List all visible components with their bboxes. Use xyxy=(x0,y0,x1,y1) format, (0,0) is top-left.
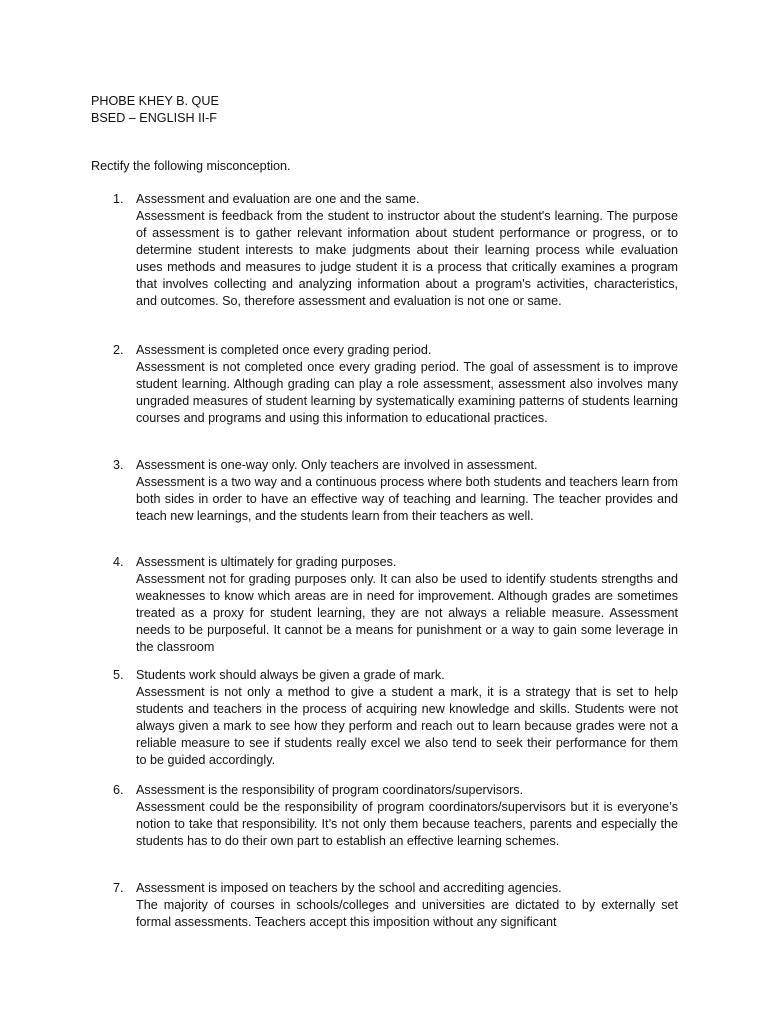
rectified-answer: Assessment could be the responsibility of program coordinators/supervisors but it is everyone’s notion to take that responsibility. It’s not only them because teachers, parents and especially the students has to do their own part to establish an effective learning schemes. xyxy=(136,800,678,848)
item-number: 4. xyxy=(113,555,124,569)
misconception-statement: Students work should always be given a grade of mark. xyxy=(136,668,445,682)
misconception-statement: Assessment is completed once every grading period. xyxy=(136,343,432,357)
misconception-statement: Assessment is one-way only. Only teachers are involved in assessment. xyxy=(136,458,538,472)
item-number: 3. xyxy=(113,458,124,472)
misconception-statement: Assessment is imposed on teachers by the school and accrediting agencies. xyxy=(136,881,562,895)
list-item-4 xyxy=(113,554,678,656)
list-item-3 xyxy=(113,457,678,525)
list-item-1 xyxy=(113,191,678,310)
list-item-5 xyxy=(113,667,678,769)
list-item-2 xyxy=(113,342,678,427)
item-number: 5. xyxy=(113,668,124,682)
item-number: 6. xyxy=(113,783,124,797)
student-name: PHOBE KHEY B. QUE xyxy=(91,94,219,108)
rectified-answer: Assessment not for grading purposes only. It can also be used to identify students strengths and weaknesses to know which areas are in need for improvement. Although grades are sometimes treated as a proxy for student learning, they are not always a reliable measure. Assessment needs to be purposeful. It cannot be a means for punishment or a way to gain some leverage in the classroom xyxy=(136,572,678,654)
document-header xyxy=(91,93,219,127)
rectified-answer: Assessment is feedback from the student to instructor about the student's learning. The purpose of assessment is to gather relevant information about student performance or progress, or to determine student interests to make judgments about their learning process while evaluation uses methods and measures to judge student it is a process that critically examines a program that involves collecting and analyzing information about a program's activities, characteristics, and outcomes. So, therefore assessment and evaluation is not one or same. xyxy=(136,209,678,308)
misconception-statement: Assessment is the responsibility of program coordinators/supervisors. xyxy=(136,783,524,797)
rectified-answer: Assessment is not only a method to give a student a mark, it is a strategy that is set to help students and teachers in the process of acquiring new knowledge and skills. Students were not always given a mark to see how they perform and reach out to learn because grades were not a reliable measure to see if students really excel we also tend to seek their performance for them to be guided accordingly. xyxy=(136,685,678,767)
item-number: 2. xyxy=(113,343,124,357)
item-number: 1. xyxy=(113,192,124,206)
instructions: Rectify the following misconception. xyxy=(91,159,291,173)
list-item-6 xyxy=(113,782,678,850)
item-number: 7. xyxy=(113,881,124,895)
student-course: BSED – ENGLISH II-F xyxy=(91,111,217,125)
rectified-answer: Assessment is not completed once every grading period. The goal of assessment is to improve student learning. Although grading can play a role assessment, assessment also involves many ungraded measures of student learning by systematically examining patterns of students learning courses and programs and using this information to educational practices. xyxy=(136,360,678,425)
list-item-7 xyxy=(113,880,678,931)
misconception-statement: Assessment and evaluation are one and the same. xyxy=(136,192,420,206)
rectified-answer: The majority of courses in schools/colleges and universities are dictated to by externally set formal assessments. Teachers accept this imposition without any significant xyxy=(136,898,678,929)
misconception-statement: Assessment is ultimately for grading purposes. xyxy=(136,555,397,569)
rectified-answer: Assessment is a two way and a continuous process where both students and teachers learn from both sides in order to have an effective way of teaching and learning. The teacher provides and teach new learnings, and the students learn from their teachers as well. xyxy=(136,475,678,523)
